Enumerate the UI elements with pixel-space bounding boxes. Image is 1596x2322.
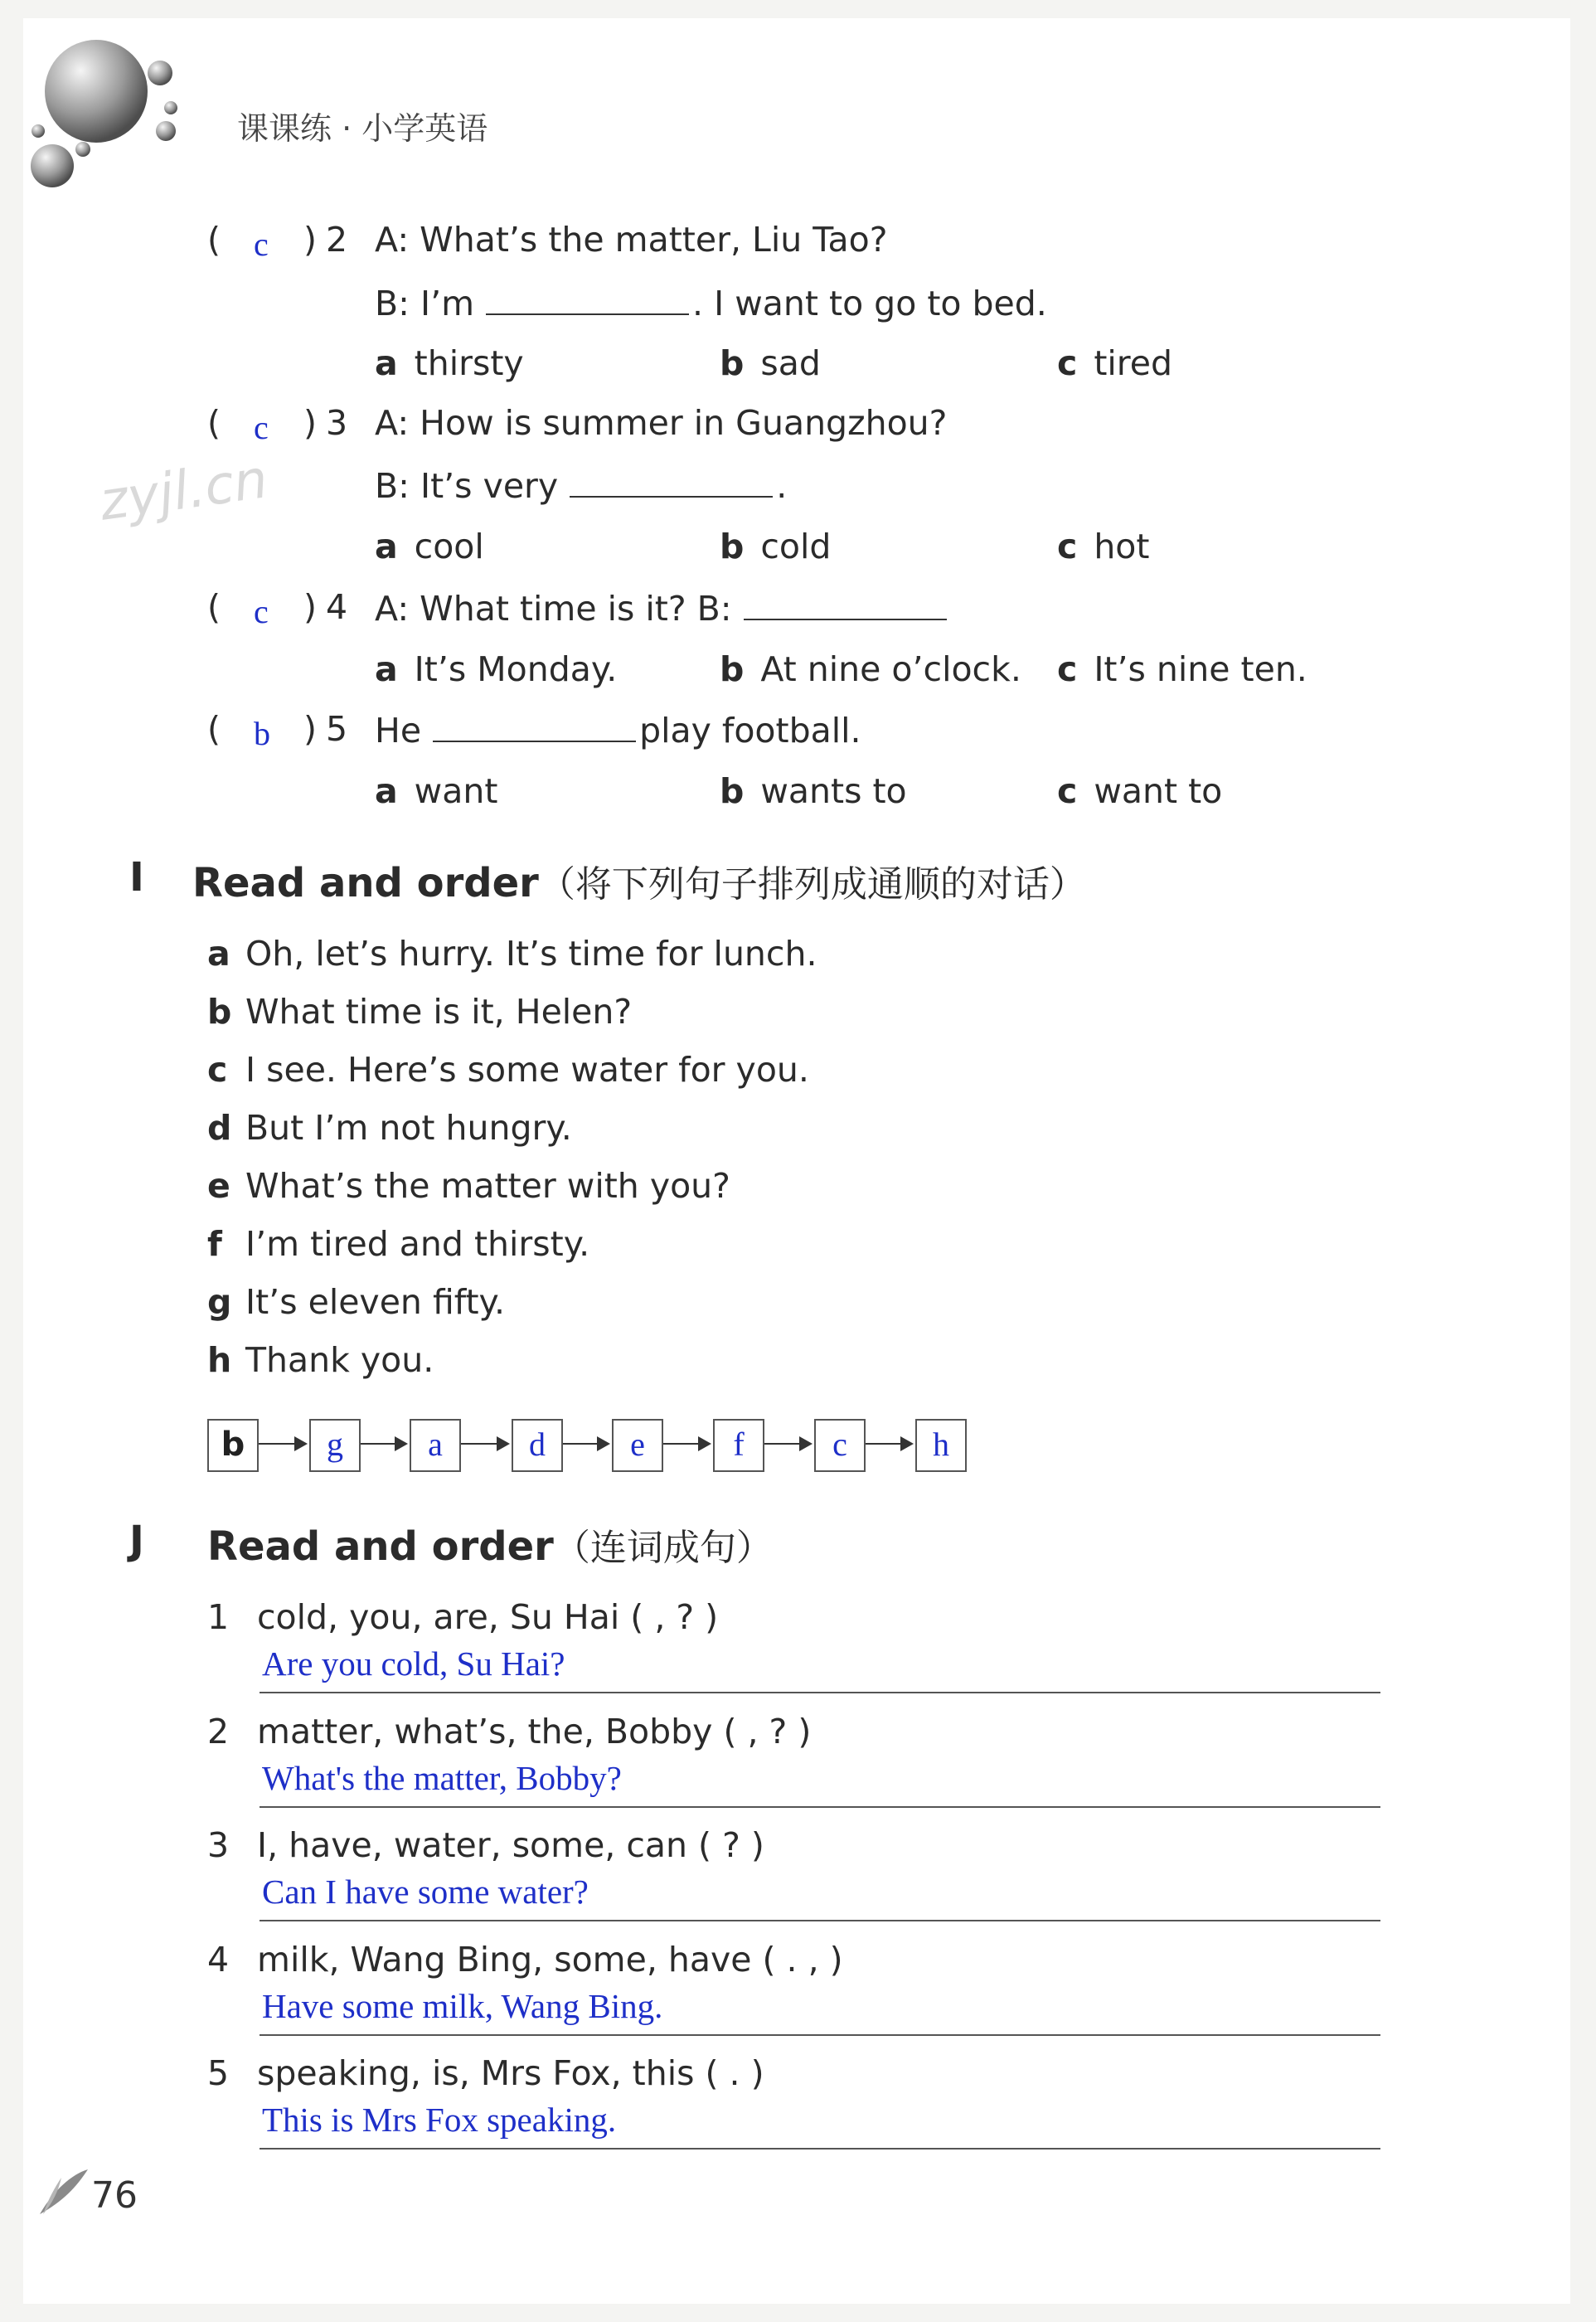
item-number: 5 [207, 2053, 230, 2093]
item-prompt: I, have, water, some, can ( ? ) [257, 1825, 764, 1865]
sentence-letter: g [207, 1282, 232, 1322]
arrow-icon [866, 1443, 912, 1445]
paren-open: ( [207, 220, 221, 260]
option-letter: b [720, 527, 745, 566]
question-text: A: How is summer in Guangzhou? [375, 403, 948, 443]
arrow-icon [461, 1443, 508, 1445]
paren-close: ) [303, 709, 317, 749]
option [1057, 527, 1149, 566]
option-text: thirsty [414, 343, 524, 383]
option [720, 649, 1021, 689]
arrow-icon [563, 1443, 609, 1445]
section-i-letter: I [129, 854, 144, 901]
option-text: want to [1094, 771, 1223, 811]
question-text-after: play football. [639, 711, 861, 751]
item-answer: Have some milk, Wang Bing. [262, 1986, 663, 2025]
option-letter: a [375, 343, 398, 383]
answer-blank [486, 282, 689, 315]
question-line [375, 709, 861, 751]
order-box: d [512, 1419, 563, 1472]
option-text: At nine o’clock. [760, 649, 1021, 689]
arrow-icon [259, 1443, 306, 1445]
answer-line [260, 2148, 1380, 2150]
sentence-text: But I’m not hungry. [245, 1108, 572, 1148]
item-number: 1 [207, 1597, 230, 1637]
answer-line [260, 1806, 1380, 1808]
section-j-title-cn: （连词成句） [553, 1527, 773, 1569]
option-letter: c [1057, 527, 1078, 566]
arrow-icon [663, 1443, 710, 1445]
answer-line [260, 1692, 1380, 1693]
question-number: 2 [326, 220, 348, 260]
answer-blank [744, 587, 947, 620]
header-title: 课课练 · 小学英语 [237, 110, 488, 147]
option [720, 343, 821, 383]
sentence-text: What’s the matter with you? [245, 1166, 730, 1206]
answer-letter: c [254, 226, 269, 263]
option-text: It’s nine ten. [1094, 649, 1307, 689]
section-j-letter: J [129, 1518, 144, 1564]
page-number: 76 [91, 2174, 138, 2217]
section-i-title-cn: （将下列句子排列成通顺的对话） [538, 863, 1086, 906]
item-answer: What's the matter, Bobby? [262, 1758, 622, 1797]
answer-blank [570, 464, 773, 498]
answer-letter: c [254, 593, 269, 630]
question-line [375, 282, 1047, 323]
question-text: A: What time is it? B: [375, 589, 732, 629]
option-text: cold [760, 527, 832, 566]
item-prompt: cold, you, are, Su Hai ( , ? ) [257, 1597, 719, 1637]
sentence-letter: f [207, 1224, 222, 1264]
option [720, 771, 907, 811]
sentence-letter: a [207, 934, 230, 974]
item-prompt: speaking, is, Mrs Fox, this ( . ) [257, 2053, 764, 2093]
sentence-letter: h [207, 1340, 232, 1380]
question-text: B: I’m [375, 284, 475, 323]
order-box: c [814, 1419, 866, 1472]
item-number: 2 [207, 1711, 230, 1751]
sentence-text: Oh, let’s hurry. It’s time for lunch. [245, 934, 817, 974]
sentence-text: Thank you. [245, 1340, 434, 1380]
arrow-icon [764, 1443, 811, 1445]
option [1057, 649, 1307, 689]
item-prompt: milk, Wang Bing, some, have ( . , ) [257, 1939, 843, 1980]
order-box-given: b [207, 1419, 259, 1472]
option-letter: c [1057, 649, 1078, 689]
bubbles-icon [23, 33, 197, 199]
option-text: sad [760, 343, 821, 383]
option-text: hot [1094, 527, 1150, 566]
sentence-text: It’s eleven fifty. [245, 1282, 506, 1322]
question-line [375, 587, 950, 629]
order-box: f [713, 1419, 764, 1472]
option-text: tired [1094, 343, 1172, 383]
option-letter: c [1057, 771, 1078, 811]
option [1057, 771, 1222, 811]
question-line [375, 464, 787, 506]
order-box: h [915, 1419, 967, 1472]
option [375, 527, 484, 566]
paren-close: ) [303, 403, 317, 443]
option-text: want [414, 771, 498, 811]
question-text-after: . [776, 466, 788, 506]
option-letter: b [720, 343, 745, 383]
question-number: 3 [326, 403, 348, 443]
sentence-letter: e [207, 1166, 230, 1206]
option-letter: c [1057, 343, 1078, 383]
option-letter: a [375, 771, 398, 811]
order-box: e [612, 1419, 663, 1472]
paren-open: ( [207, 587, 221, 627]
option [720, 527, 831, 566]
question-line [375, 403, 947, 443]
item-answer: Can I have some water? [262, 1873, 589, 1911]
option-text: wants to [760, 771, 907, 811]
order-box: a [410, 1419, 461, 1472]
option [375, 771, 497, 811]
sentence-text: I’m tired and thirsty. [245, 1224, 590, 1264]
answer-line [260, 2034, 1380, 2036]
option-letter: a [375, 527, 398, 566]
option-text: It’s Monday. [414, 649, 618, 689]
paren-close: ) [303, 587, 317, 627]
order-box: g [309, 1419, 361, 1472]
option-letter: b [720, 771, 745, 811]
question-line [375, 220, 887, 260]
sentence-text: What time is it, Helen? [245, 992, 633, 1032]
question-text: A: What’s the matter, Liu Tao? [375, 220, 888, 260]
option [375, 649, 617, 689]
sentence-letter: d [207, 1108, 232, 1148]
section-i-title [192, 854, 1086, 907]
sentence-letter: b [207, 992, 232, 1032]
paren-close: ) [303, 220, 317, 260]
sentence-letter: c [207, 1050, 228, 1090]
question-text: B: It’s very [375, 466, 559, 506]
item-number: 3 [207, 1825, 230, 1865]
item-number: 4 [207, 1939, 230, 1980]
question-number: 4 [326, 587, 348, 627]
answer-letter: b [254, 715, 270, 752]
option-letter: a [375, 649, 398, 689]
answer-letter: c [254, 409, 269, 446]
item-prompt: matter, what’s, the, Bobby ( , ? ) [257, 1711, 812, 1751]
section-j-title-en: Read and order [207, 1523, 554, 1570]
section-i-title-en: Read and order [192, 860, 539, 906]
option-text: cool [414, 527, 484, 566]
answer-blank [433, 709, 636, 742]
question-number: 5 [326, 709, 348, 749]
item-answer: Are you cold, Su Hai? [262, 1644, 565, 1683]
leaf-icon [36, 2166, 91, 2218]
option [375, 343, 524, 383]
option-letter: b [720, 649, 745, 689]
paren-open: ( [207, 709, 221, 749]
option [1057, 343, 1172, 383]
question-text-after: . I want to go to bed. [692, 284, 1047, 323]
watermark: zyjl.cn [95, 449, 272, 533]
answer-line [260, 1920, 1380, 1921]
sentence-text: I see. Here’s some water for you. [245, 1050, 809, 1090]
arrow-icon [361, 1443, 406, 1445]
section-j-title [207, 1518, 773, 1571]
paren-open: ( [207, 403, 221, 443]
item-answer: This is Mrs Fox speaking. [262, 2101, 617, 2139]
question-text: He [375, 711, 422, 751]
